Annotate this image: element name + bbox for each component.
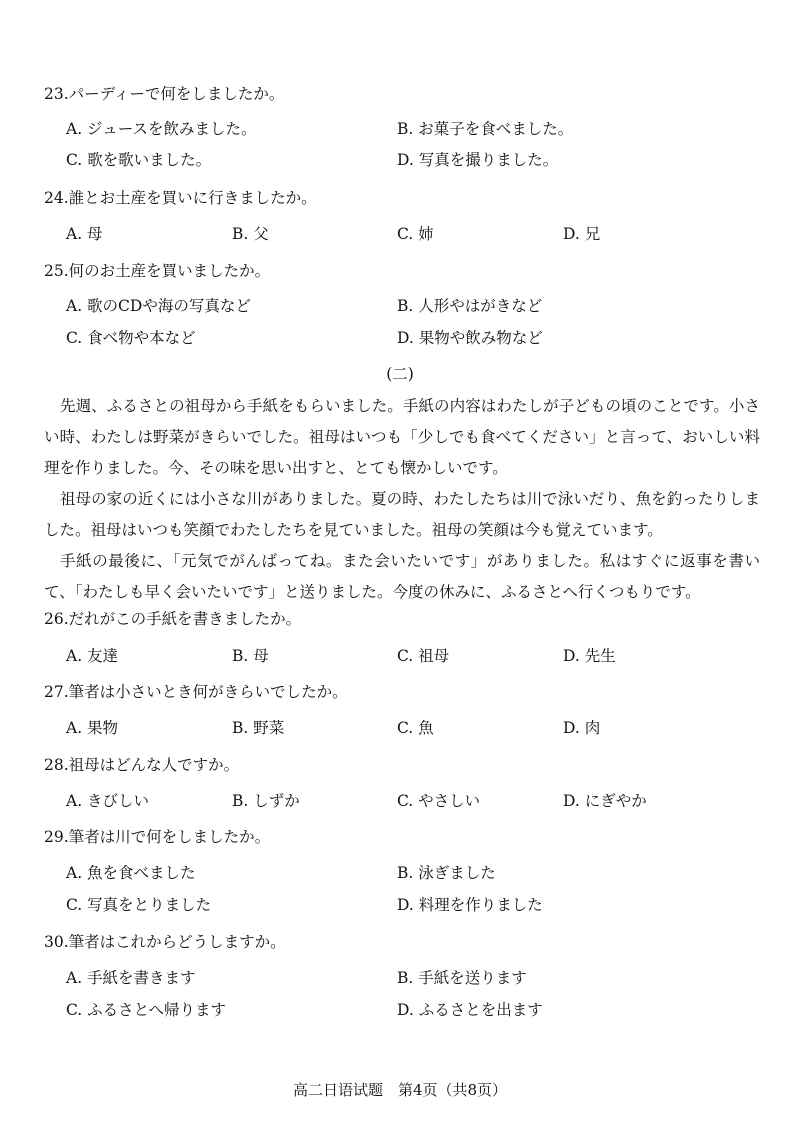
option-29-c: C. 写真をとりました bbox=[66, 896, 212, 914]
option-25-d: D. 果物や飲み物など bbox=[397, 329, 543, 347]
option-23-d: D. 写真を撮りました。 bbox=[397, 151, 559, 169]
question-number: 27. bbox=[44, 683, 69, 701]
option-27-b: B. 野菜 bbox=[232, 719, 285, 737]
option-28-c: C. やさしい bbox=[397, 792, 481, 810]
option-30-a: A. 手紙を書きます bbox=[66, 969, 196, 987]
option-23-b: B. お菓子を食べました。 bbox=[397, 120, 574, 138]
question-number: 25. bbox=[44, 262, 69, 280]
option-29-a: A. 魚を食べました bbox=[66, 864, 196, 882]
option-29-b: B. 泳ぎました bbox=[397, 864, 496, 882]
option-24-a: A. 母 bbox=[66, 225, 103, 243]
question-number: 24. bbox=[44, 189, 69, 207]
option-27-c: C. 魚 bbox=[397, 719, 434, 737]
question-text: 祖母はどんな人ですか。 bbox=[68, 756, 240, 774]
option-30-c: C. ふるさとへ帰ります bbox=[66, 1001, 227, 1019]
option-30-b: B. 手紙を送ります bbox=[397, 969, 527, 987]
question-number: 28. bbox=[44, 756, 69, 774]
section-heading: (二) bbox=[386, 365, 414, 383]
reading-passage bbox=[44, 391, 760, 608]
option-28-a: A. きびしい bbox=[66, 792, 150, 810]
passage-paragraph-1: 先週、ふるさとの祖母から手紙をもらいました。手紙の内容はわたしが子どもの頃のことです。小さい時、わたしは野菜がきらいでした。祖母はいつも「少しでも食べてください」と言って、おいしい料理を作りました。今、その味を思い出すと、とても懐かしいです。 bbox=[44, 397, 760, 477]
question-text: 何のお土産を買いましたか。 bbox=[68, 262, 271, 280]
page-footer: 高二日语试题 第4页（共8页） bbox=[292, 1081, 508, 1099]
question-27 bbox=[44, 680, 348, 702]
question-text: 筆者は小さいとき何がきらいでしたか。 bbox=[68, 683, 348, 701]
option-27-a: A. 果物 bbox=[66, 719, 119, 737]
option-23-c: C. 歌を歌いました。 bbox=[66, 151, 212, 169]
option-30-d: D. ふるさとを出ます bbox=[397, 1001, 543, 1019]
option-25-a: A. 歌のCDや海の写真など bbox=[66, 297, 251, 315]
question-text: だれがこの手紙を書きましたか。 bbox=[68, 610, 302, 628]
option-26-a: A. 友達 bbox=[66, 647, 119, 665]
option-27-d: D. 肉 bbox=[563, 719, 601, 737]
option-23-a: A. ジュースを飲みました。 bbox=[66, 120, 257, 138]
question-number: 26. bbox=[44, 610, 69, 628]
option-26-d: D. 先生 bbox=[563, 647, 616, 665]
question-text: パーディーで何をしましたか。 bbox=[68, 85, 285, 103]
passage-paragraph-2: 祖母の家の近くには小さな川がありました。夏の時、わたしたちは川で泳いだり、魚を釣ったりしました。祖母はいつも笑顔でわたしたちを見ていました。祖母の笑顔は今も覚えています。 bbox=[44, 490, 760, 539]
option-28-d: D. にぎやか bbox=[563, 792, 647, 810]
passage-paragraph-3: 手紙の最後に、「元気でがんばってね。また会いたいです」がありました。私はすぐに返事を書いて、「わたしも早く会いたいです」と送りました。今度の休みに、ふるさとへ行くつもりです。 bbox=[44, 552, 760, 601]
question-text: 筆者は川で何をしましたか。 bbox=[68, 828, 271, 846]
question-text: 筆者はこれからどうしますか。 bbox=[68, 933, 286, 951]
question-24 bbox=[44, 186, 317, 208]
question-number: 29. bbox=[44, 828, 69, 846]
question-23 bbox=[44, 82, 284, 104]
question-29 bbox=[44, 825, 270, 847]
question-number: 30. bbox=[44, 933, 69, 951]
option-25-c: C. 食べ物や本など bbox=[66, 329, 196, 347]
question-number: 23. bbox=[44, 85, 69, 103]
question-30 bbox=[44, 930, 286, 952]
question-28 bbox=[44, 753, 239, 775]
question-text: 誰とお土産を買いに行きましたか。 bbox=[68, 189, 317, 207]
option-29-d: D. 料理を作りました bbox=[397, 896, 543, 914]
option-24-c: C. 姉 bbox=[397, 225, 434, 243]
option-26-c: C. 祖母 bbox=[397, 647, 450, 665]
option-28-b: B. しずか bbox=[232, 792, 300, 810]
option-26-b: B. 母 bbox=[232, 647, 269, 665]
option-25-b: B. 人形やはがきなど bbox=[397, 297, 543, 315]
question-25 bbox=[44, 259, 270, 281]
question-26 bbox=[44, 607, 301, 629]
option-24-d: D. 兄 bbox=[563, 225, 601, 243]
option-24-b: B. 父 bbox=[232, 225, 269, 243]
